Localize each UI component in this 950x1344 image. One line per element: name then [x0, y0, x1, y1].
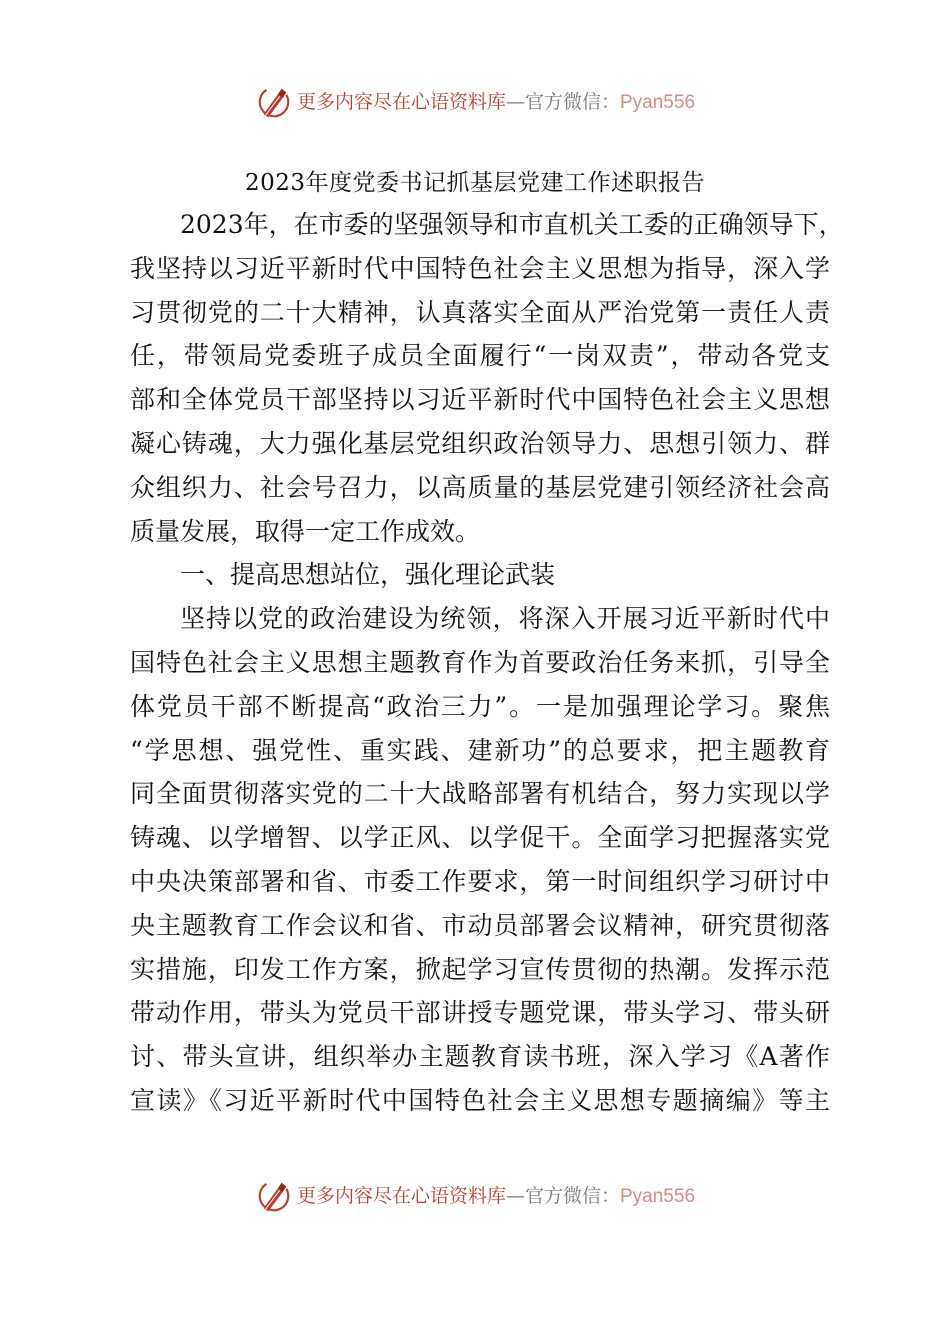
paragraph-line: 习贯彻党的二十大精神，认真落实全面从严治党第一责任人责	[130, 297, 830, 327]
banner-site-name: 更多内容尽在心语资料库	[296, 90, 506, 113]
paragraph-line: 坚持以党的政治建设为统领，将深入开展习近平新时代中	[180, 604, 830, 634]
paragraph-line: 部和全体党员干部坚持以习近平新时代中国特色社会主义思想	[130, 385, 830, 415]
banner-wechat-label: —官方微信：	[505, 90, 620, 113]
paragraph-line: 央主题教育工作会议和省、市动员部署会议精神，研究贯彻落	[130, 910, 830, 940]
banner-wechat-label: —官方微信：	[505, 1184, 620, 1207]
paragraph-line: 宣读》《习近平新时代中国特色社会主义思想专题摘编》等主	[130, 1085, 830, 1115]
paragraph-line: 讨、带头宣讲，组织举办主题教育读书班，深入学习《A著作	[130, 1042, 830, 1072]
paragraph-line: 质量发展，取得一定工作成效。	[130, 516, 481, 546]
footer-watermark-banner	[0, 1176, 950, 1216]
paragraph-line: 任，带领局党委班子成员全面履行“一岗双责”，带动各党支	[130, 341, 830, 371]
paragraph-line: 凝心铸魂，大力强化基层党组织政治领导力、思想引领力、群	[130, 428, 830, 458]
banner-text	[297, 1176, 695, 1217]
pen-nib-logo-icon	[255, 83, 293, 121]
paragraph-line: 我坚持以习近平新时代中国特色社会主义思想为指导，深入学	[130, 253, 830, 283]
header-watermark-banner	[0, 82, 950, 122]
document-title: 2023年度党委书记抓基层党建工作述职报告	[244, 170, 706, 196]
paragraph-line: 同全面贯彻落实党的二十大战略部署有机结合，努力实现以学	[130, 779, 830, 809]
paragraph-line: 众组织力、社会号召力，以高质量的基层党建引领经济社会高	[130, 472, 830, 502]
paragraph-line: 体党员干部不断提高“政治三力”。一是加强理论学习。聚焦	[130, 691, 830, 721]
paragraph-line: 实措施，印发工作方案，掀起学习宣传贯彻的热潮。发挥示范	[130, 954, 830, 984]
paragraph-line: 铸魂、以学增智、以学正风、以学促干。全面学习把握落实党	[130, 823, 830, 853]
paragraph-line: 中央决策部署和省、市委工作要求，第一时间组织学习研讨中	[130, 866, 830, 896]
banner-site-name: 更多内容尽在心语资料库	[296, 1184, 506, 1207]
banner-wechat-id: Pyan556	[620, 91, 696, 113]
paragraph-line: 带动作用，带头为党员干部讲授专题党课，带头学习、带头研	[130, 998, 830, 1028]
paragraph-line: 2023年，在市委的坚强领导和市直机关工委的正确领导下，	[180, 210, 844, 239]
section-heading: 一、提高思想站位，强化理论武装	[180, 560, 556, 590]
paragraph-line: “学思想、强党性、重实践、建新功”的总要求，把主题教育	[130, 735, 830, 765]
banner-wechat-id: Pyan556	[620, 1185, 696, 1207]
pen-nib-logo-icon	[255, 1177, 293, 1215]
banner-text	[297, 82, 695, 123]
paragraph-line: 国特色社会主义思想主题教育作为首要政治任务来抓，引导全	[130, 647, 830, 677]
document-body	[130, 203, 844, 1123]
